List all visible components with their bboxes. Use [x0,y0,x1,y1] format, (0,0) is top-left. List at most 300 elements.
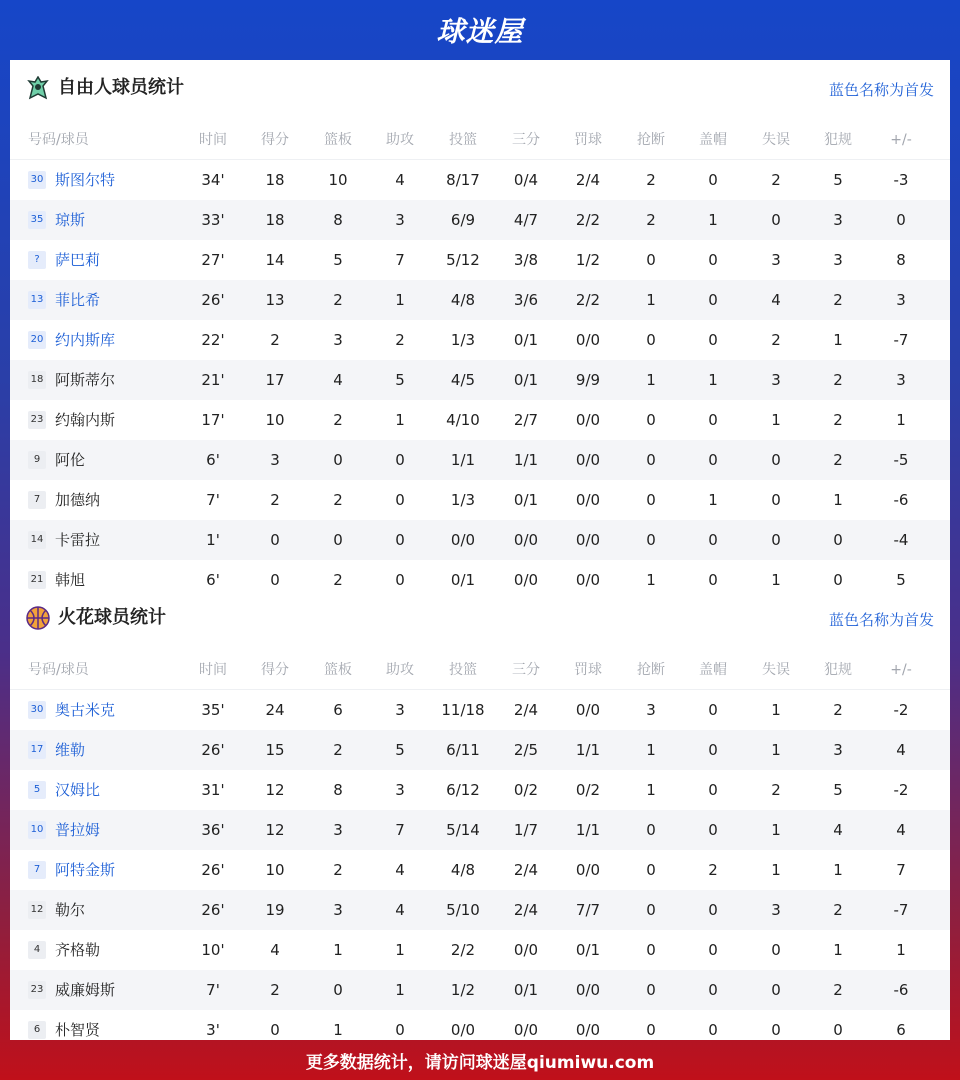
stat-cell: 3 [333,331,343,349]
stat-cell: 1/2 [575,251,601,269]
stat-cell: 0 [333,451,343,469]
stat-cell: 0 [771,981,781,999]
jersey-number: 6 [28,1021,46,1039]
stat-cell: 1 [896,411,906,429]
stat-cell: -7 [893,331,909,349]
stat-cell: 0 [771,1021,781,1039]
table-header-row [10,120,950,160]
stat-cell: -2 [893,781,909,799]
player-row[interactable] [10,810,950,850]
stat-cell: 12 [265,821,285,839]
stat-cell: 0 [708,291,718,309]
stat-cell: 1/7 [513,821,539,839]
stat-cell: 2 [646,211,656,229]
stat-cell: 4 [833,821,843,839]
player-row[interactable] [10,160,950,200]
stat-cell: 3 [395,701,405,719]
stat-cell: 0 [270,531,280,549]
stat-cell: -7 [893,901,909,919]
stat-cell: 0 [771,941,781,959]
jersey-number: 14 [28,531,46,549]
column-header[interactable]: 时间 [199,662,227,678]
stat-cell: 1 [395,941,405,959]
stat-cell: 0 [646,451,656,469]
stat-cell: 3 [833,251,843,269]
stat-cell: 2 [333,571,343,589]
stat-cell: 15 [265,741,285,759]
stat-cell: 5/14 [446,821,480,839]
stat-cell: 0 [270,1021,280,1039]
stat-cell: 0 [646,331,656,349]
stat-cell: 17 [265,371,285,389]
stat-cell: 12 [265,781,285,799]
player-row[interactable] [10,360,950,400]
stat-cell: 2/4 [575,171,601,189]
stat-cell: 0 [708,251,718,269]
stat-cell: 4/5 [450,371,476,389]
player-row[interactable] [10,770,950,810]
stat-cell: 1 [833,491,843,509]
stat-cell: 0/0 [575,981,601,999]
stat-cell: 2 [270,491,280,509]
stat-cell: 26' [201,861,225,879]
column-header[interactable]: 犯规 [824,662,852,678]
stat-cell: 0/1 [450,571,476,589]
stat-cell: 0 [708,451,718,469]
player-row[interactable] [10,730,950,770]
stat-cell: 0 [395,1021,405,1039]
liberty-logo-icon [26,76,50,100]
stat-cell: 2 [833,371,843,389]
column-header[interactable]: +/- [890,662,912,678]
player-name[interactable]: 斯图尔特 [55,171,116,189]
stat-cell: 5 [333,251,343,269]
stat-cell: 0 [708,941,718,959]
stat-cell: 1 [395,411,405,429]
stat-cell: 2 [771,171,781,189]
stat-cell: 2/4 [513,861,539,879]
stat-cell: 4/8 [450,291,476,309]
stat-cell: 26' [201,741,225,759]
table-header-row [10,650,950,690]
stat-cell: 2 [771,781,781,799]
section-header [10,590,950,650]
player-row[interactable] [10,240,950,280]
stat-cell: 0/0 [575,861,601,879]
stat-cell: 1 [771,571,781,589]
stat-cell: 2 [833,291,843,309]
stat-cell: 2 [333,411,343,429]
player-name[interactable]: 约翰内斯 [55,411,116,429]
stat-cell: 8 [333,211,343,229]
stat-cell: 0 [395,571,405,589]
stat-cell: 0 [833,531,843,549]
player-name[interactable]: 琼斯 [55,211,86,229]
column-header[interactable]: 抢断 [637,662,665,678]
stat-cell: 22' [201,331,225,349]
stat-cell: 0 [646,941,656,959]
column-header[interactable]: 时间 [199,132,227,148]
stat-cell: 0/4 [513,171,539,189]
stat-cell: 0/0 [513,1021,539,1039]
player-name[interactable]: 菲比希 [55,291,101,309]
column-header[interactable]: 助攻 [386,132,414,148]
stat-cell: 2/2 [575,211,601,229]
stat-cell: 4 [395,901,405,919]
column-header[interactable]: 投篮 [449,132,477,148]
player-row[interactable] [10,930,950,970]
starter-legend: 蓝色名称为首发 [828,611,934,629]
stat-cell: 0 [646,411,656,429]
column-header[interactable]: 失误 [762,662,790,678]
player-row[interactable] [10,280,950,320]
stat-cell: 2 [646,171,656,189]
stat-cell: 1/2 [450,981,476,999]
column-header[interactable]: 三分 [512,132,540,148]
stat-cell: 10 [328,171,348,189]
stat-cell: 0 [708,171,718,189]
stat-cell: 5 [395,371,405,389]
player-row[interactable] [10,890,950,930]
stat-cell: 1 [833,331,843,349]
jersey-number: 9 [28,451,46,469]
stat-cell: 0/2 [513,781,539,799]
stat-cell: 2 [833,701,843,719]
stat-cell: 10 [265,861,285,879]
stat-cell: 2/4 [513,701,539,719]
stat-cell: 4/10 [446,411,480,429]
stat-cell: 3' [206,1021,220,1039]
stat-cell: 1 [708,211,718,229]
jersey-number: 30 [28,171,46,189]
player-row[interactable] [10,690,950,730]
header-player: 号码/球员 [28,132,89,148]
jersey-number: 20 [28,331,46,349]
player-name[interactable]: 勒尔 [55,901,86,919]
stat-cell: 5 [896,571,906,589]
column-header[interactable]: 失误 [762,132,790,148]
stat-cell: 6' [206,571,220,589]
footer-banner[interactable]: 更多数据统计，请访问球迷屋qiumiwu.com [305,1052,655,1073]
section-title: 火花球员统计 [58,607,166,628]
jersey-number: 12 [28,901,46,919]
stat-cell: 8 [333,781,343,799]
stat-cell: 3 [333,901,343,919]
stat-cell: 1 [896,941,906,959]
stat-cell: 1 [646,781,656,799]
stat-cell: 7' [206,981,220,999]
stat-cell: -2 [893,701,909,719]
stat-cell: 6/12 [446,781,480,799]
stat-cell: 5 [833,171,843,189]
stat-cell: 0 [646,1021,656,1039]
player-name[interactable]: 普拉姆 [55,821,101,839]
jersey-number: 7 [28,491,46,509]
stat-cell: 31' [201,781,225,799]
stat-cell: 0/0 [575,331,601,349]
stat-cell: 2 [270,331,280,349]
stat-cell: 1 [333,1021,343,1039]
stat-cell: 1 [395,291,405,309]
column-header[interactable]: 盖帽 [699,662,727,678]
stat-cell: 26' [201,901,225,919]
stat-cell: 3 [395,211,405,229]
stat-cell: 8 [896,251,906,269]
jersey-number: 18 [28,371,46,389]
stat-cell: -6 [893,981,909,999]
stat-cell: 0 [708,701,718,719]
stat-cell: 0 [646,861,656,879]
stat-cell: 5 [395,741,405,759]
stat-cell: 24 [265,701,285,719]
jersey-number: 10 [28,821,46,839]
stat-cell: 0/0 [575,491,601,509]
column-header[interactable]: 犯规 [824,132,852,148]
player-name[interactable]: 萨巴莉 [55,251,101,269]
stat-cell: 0 [708,411,718,429]
stat-cell: 0 [708,901,718,919]
player-name[interactable]: 阿特金斯 [55,861,116,879]
stat-cell: 0 [708,981,718,999]
stat-cell: 5 [833,781,843,799]
column-header[interactable]: 篮板 [324,132,352,148]
stat-cell: 6 [896,1021,906,1039]
column-header[interactable]: 得分 [261,132,289,148]
column-header[interactable]: 三分 [512,662,540,678]
stat-cell: 3 [771,251,781,269]
jersey-number: 23 [28,411,46,429]
stat-cell: 0/0 [450,1021,476,1039]
stat-cell: 3/6 [513,291,539,309]
stat-cell: 2/7 [513,411,539,429]
section-header [10,60,950,120]
stat-cell: 1 [395,981,405,999]
stat-cell: 1/3 [450,331,476,349]
stat-cell: 2 [395,331,405,349]
stat-cell: 5/12 [446,251,480,269]
column-header[interactable]: 罚球 [574,132,602,148]
stat-cell: 0 [333,981,343,999]
player-name[interactable]: 韩旭 [55,571,86,589]
player-name[interactable]: 维勒 [55,741,86,759]
stat-cell: 0 [270,571,280,589]
stat-cell: 6 [333,701,343,719]
stat-cell: 1 [833,861,843,879]
stat-cell: 0/0 [575,411,601,429]
stat-cell: 3 [333,821,343,839]
player-name[interactable]: 阿伦 [55,451,86,469]
stat-cell: 0 [395,531,405,549]
stat-cell: 34' [201,171,225,189]
column-header[interactable]: 盖帽 [699,132,727,148]
stat-cell: 2 [833,411,843,429]
stat-cell: -3 [893,171,909,189]
starter-legend: 蓝色名称为首发 [828,81,934,99]
stat-cell: 1 [333,941,343,959]
stat-cell: 0/0 [513,941,539,959]
stat-cell: 3 [896,371,906,389]
stat-cell: 35' [201,701,225,719]
stat-cell: 0/0 [450,531,476,549]
stat-cell: 4 [270,941,280,959]
jersey-number: 17 [28,741,46,759]
stat-cell: 2/2 [450,941,476,959]
stat-cell: 2 [833,981,843,999]
stat-cell: 0 [833,571,843,589]
stat-cell: 0/0 [513,571,539,589]
stat-cell: 18 [265,211,285,229]
stat-cell: 10 [265,411,285,429]
stat-cell: 1 [646,371,656,389]
player-row[interactable] [10,200,950,240]
stat-cell: 3 [270,451,280,469]
stat-cell: 0/0 [513,531,539,549]
column-header[interactable]: 罚球 [574,662,602,678]
player-row[interactable] [10,320,950,360]
stat-cell: 1/1 [575,741,601,759]
stat-cell: 3 [833,211,843,229]
stat-cell: 0 [646,251,656,269]
stat-cell: 0 [896,211,906,229]
column-header[interactable]: 抢断 [637,132,665,148]
stat-cell: 3 [833,741,843,759]
stat-cell: 4 [771,291,781,309]
stat-cell: 2 [333,491,343,509]
jersey-number: ? [28,251,46,269]
stat-cell: 7 [395,251,405,269]
stat-cell: 1/3 [450,491,476,509]
stat-cell: 1/1 [513,451,539,469]
stat-cell: 1 [646,291,656,309]
stat-cell: 0 [771,451,781,469]
stat-cell: 0 [646,491,656,509]
stat-cell: 0 [646,901,656,919]
stat-cell: 2 [333,741,343,759]
stat-cell: 0 [771,211,781,229]
player-name[interactable]: 汉姆比 [55,781,101,799]
column-header[interactable]: 助攻 [386,662,414,678]
stat-cell: 6/11 [446,741,480,759]
player-name[interactable]: 卡雷拉 [55,531,101,549]
stats-card [10,60,950,1040]
stat-cell: 3 [771,901,781,919]
player-name[interactable]: 齐格勒 [55,941,101,959]
jersey-number: 23 [28,981,46,999]
jersey-number: 7 [28,861,46,879]
stat-cell: 0 [708,1021,718,1039]
stat-cell: 27' [201,251,225,269]
stat-cell: 7 [395,821,405,839]
stat-cell: 0/1 [513,331,539,349]
stat-cell: 1 [708,371,718,389]
player-row[interactable] [10,970,950,1010]
stat-cell: 0 [708,821,718,839]
player-row[interactable] [10,440,950,480]
stat-cell: 19 [265,901,285,919]
sparks-logo-icon [26,606,50,630]
stat-cell: 0/1 [513,981,539,999]
player-name[interactable]: 阿斯蒂尔 [55,371,116,389]
stat-cell: 4/8 [450,861,476,879]
player-name[interactable]: 约内斯库 [55,331,116,349]
player-row[interactable] [10,520,950,560]
stat-cell: 0 [833,1021,843,1039]
stat-cell: 0/0 [575,1021,601,1039]
stat-cell: 3 [896,291,906,309]
stat-cell: 0 [395,491,405,509]
jersey-number: 30 [28,701,46,719]
stat-cell: 1 [771,411,781,429]
player-row[interactable] [10,850,950,890]
stat-cell: 2 [833,901,843,919]
stat-cell: 0 [646,981,656,999]
player-name[interactable]: 奥古米克 [55,701,116,719]
stat-cell: 3/8 [513,251,539,269]
player-name[interactable]: 威廉姆斯 [55,981,116,999]
stat-cell: 21' [201,371,225,389]
stat-cell: 14 [265,251,285,269]
player-row[interactable] [10,480,950,520]
stat-cell: 0 [708,531,718,549]
jersey-number: 21 [28,571,46,589]
stat-cell: 0/0 [575,531,601,549]
stat-cell: 33' [201,211,225,229]
stat-cell: 3 [395,781,405,799]
stat-cell: 4 [395,171,405,189]
stat-cell: 0/0 [575,571,601,589]
stat-cell: 0/0 [575,701,601,719]
stat-cell: -5 [893,451,909,469]
column-header[interactable]: +/- [890,132,912,148]
stat-cell: 0/1 [513,371,539,389]
stat-cell: 2/5 [513,741,539,759]
stat-cell: 7/7 [575,901,601,919]
stat-cell: 5/10 [446,901,480,919]
stat-cell: 0/1 [575,941,601,959]
stat-cell: 2 [708,861,718,879]
jersey-number: 13 [28,291,46,309]
column-header[interactable]: 投篮 [449,662,477,678]
stat-cell: 11/18 [441,701,485,719]
column-header[interactable]: 得分 [261,662,289,678]
player-name[interactable]: 加德纳 [55,491,101,509]
stat-cell: 18 [265,171,285,189]
stat-cell: 4/7 [513,211,539,229]
stat-cell: 0 [646,821,656,839]
stat-cell: 17' [201,411,225,429]
jersey-number: 5 [28,781,46,799]
stat-cell: 0 [771,531,781,549]
stat-cell: 1 [771,861,781,879]
player-row[interactable] [10,400,950,440]
stat-cell: 2 [833,451,843,469]
stat-cell: 0/2 [575,781,601,799]
header-player: 号码/球员 [28,662,89,678]
stat-cell: 1/1 [450,451,476,469]
stat-cell: 1 [771,701,781,719]
stat-cell: 7 [896,861,906,879]
column-header[interactable]: 篮板 [324,662,352,678]
stat-cell: 0 [708,571,718,589]
jersey-number: 4 [28,941,46,959]
stat-cell: 2/4 [513,901,539,919]
player-name[interactable]: 朴智贤 [55,1021,101,1039]
stat-cell: 4 [333,371,343,389]
stat-cell: 3 [646,701,656,719]
stat-cell: 2/2 [575,291,601,309]
team-section [10,60,950,600]
stat-cell: 1' [206,531,220,549]
